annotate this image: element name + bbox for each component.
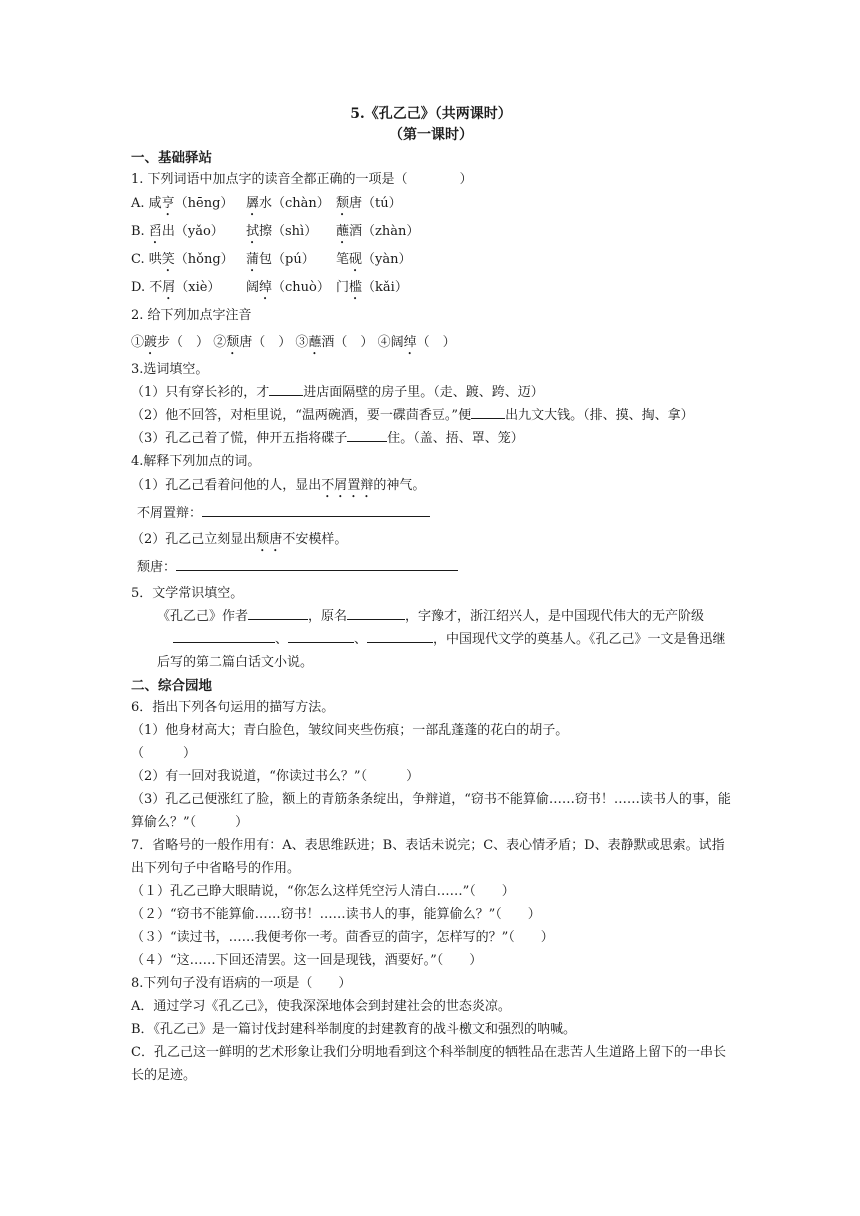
- q4-answer-1: 不屑置辩：: [131, 501, 731, 528]
- q7-item-1: （１）孔乙己睁大眼睛说，“你怎么这样凭空污人清白……”（ ）: [131, 883, 515, 899]
- blank[interactable]: [367, 628, 433, 643]
- q6-item-2: （2）有一回对我说道，“你读过书么？”（ ）: [131, 768, 420, 784]
- q4-stem: 4.解释下列加点的词。: [131, 453, 261, 469]
- blank[interactable]: [347, 427, 387, 442]
- q3-item-1: （1）只有穿长衫的，才 进店面隔壁的房子里。（走、踱、跨、迈）: [131, 381, 731, 404]
- blank[interactable]: [288, 628, 354, 643]
- q4-answer-2: 颓唐：: [131, 555, 731, 582]
- q1-option-b: B. 舀出（yǎo） 拭擦（shì） 蘸酒（zhàn）: [131, 224, 420, 239]
- q8-option-a: A．通过学习《孔乙己》，使我深深地体会到封建社会的世态炎凉。: [131, 998, 511, 1014]
- q3-stem: 3.选词填空。: [131, 361, 209, 377]
- section-heading-1: 一、基础驿站: [131, 150, 212, 166]
- q2-stem: 2. 给下列加点字注音: [131, 308, 252, 323]
- page-title: 5.《孔乙己》（共两课时）: [350, 106, 512, 122]
- q2-items: ①踱步（ ） ②颓唐（ ） ③蘸酒（ ） ④阔绰（ ）: [131, 334, 456, 350]
- q1-option-a: A. 咸亨（hēng） 羼水（chàn） 颓唐（tú）: [131, 196, 402, 211]
- q7-item-4: （４）“这……下回还清罢。这一回是现钱，酒要好。”（ ）: [131, 952, 483, 968]
- q6-item-1-answer: （ ）: [131, 745, 197, 761]
- q5-stem: 5．文学常识填空。: [131, 585, 244, 601]
- blank[interactable]: [173, 628, 275, 643]
- blank[interactable]: [471, 404, 505, 419]
- q6-item-1: （1）他身材高大；青白脸色，皱纹间夹些伤痕；一部乱蓬蓬的花白的胡子。: [131, 722, 569, 738]
- q7-item-2: （２）“窃书不能算偷……窃书！……读书人的事，能算偷么？”（ ）: [131, 906, 541, 922]
- q6-item-3: （3）孔乙己便涨红了脸，额上的青筋条条绽出，争辩道，“窃书不能算偷……窃书！……读书人的事，能算偷么？”（ ）: [131, 791, 731, 830]
- blank[interactable]: [176, 556, 458, 571]
- q3-item-2: （2）他不回答，对柜里说，“温两碗酒，要一碟茴香豆。”便 出九文大钱。（排、摸、掏、拿）: [131, 404, 731, 427]
- q7-item-3: （３）“读过书，……我便考你一考。茴香豆的茴字，怎样写的？”（ ）: [131, 929, 554, 945]
- blank[interactable]: [269, 381, 303, 396]
- page-subtitle: （第一课时）: [389, 127, 473, 143]
- section-heading-2: 二、综合园地: [131, 677, 212, 694]
- q5-body: 《孔乙己》作者 ，原名 ，字豫才，浙江绍兴人，是中国现代伟大的无产阶级、 、 ，中国现代文学的奠基人。《孔乙己》一文是鲁迅继后写的第二篇白话文小说。: [131, 605, 731, 674]
- q1-option-c: C. 哄笑（hǒng） 蒲包（pú） 笔砚（yàn）: [131, 252, 412, 267]
- q4-item-1: （1）孔乙己看着问他的人，显出不屑置辩的神气。: [131, 477, 426, 493]
- blank[interactable]: [248, 605, 308, 620]
- q8-stem: 8.下列句子没有语病的一项是（ ）: [131, 975, 352, 991]
- q7-stem: 7．省略号的一般作用有：A、表思维跃进；B、表话未说完；C、表心情矛盾；D、表静默或思索。试指出下列句子中省略号的作用。: [131, 837, 725, 876]
- q3-item-3: （3）孔乙己着了慌，伸开五指将碟子 住。（盖、捂、罩、笼）: [131, 427, 731, 450]
- q4-item-2: （2）孔乙己立刻显出颓唐不安模样。: [131, 532, 348, 547]
- blank[interactable]: [347, 605, 405, 620]
- worksheet: [131, 104, 731, 1087]
- q6-stem: 6．指出下列各句运用的描写方法。: [131, 699, 335, 715]
- q8-option-b: B．《孔乙己》是一篇讨伐封建科举制度的封建教育的战斗檄文和强烈的呐喊。: [131, 1021, 577, 1037]
- q1-option-d: D. 不屑（xiè） 阔绰（chuò） 门槛（kǎi）: [131, 280, 408, 295]
- q8-option-c: C．孔乙己这一鲜明的艺术形象让我们分明地看到这个科举制度的牺牲品在悲苦人生道路上留下的一串长长的足迹。: [131, 1044, 726, 1083]
- q1-stem: 1. 下列词语中加点字的读音全都正确的一项是（ ）: [131, 172, 473, 187]
- blank[interactable]: [202, 502, 430, 517]
